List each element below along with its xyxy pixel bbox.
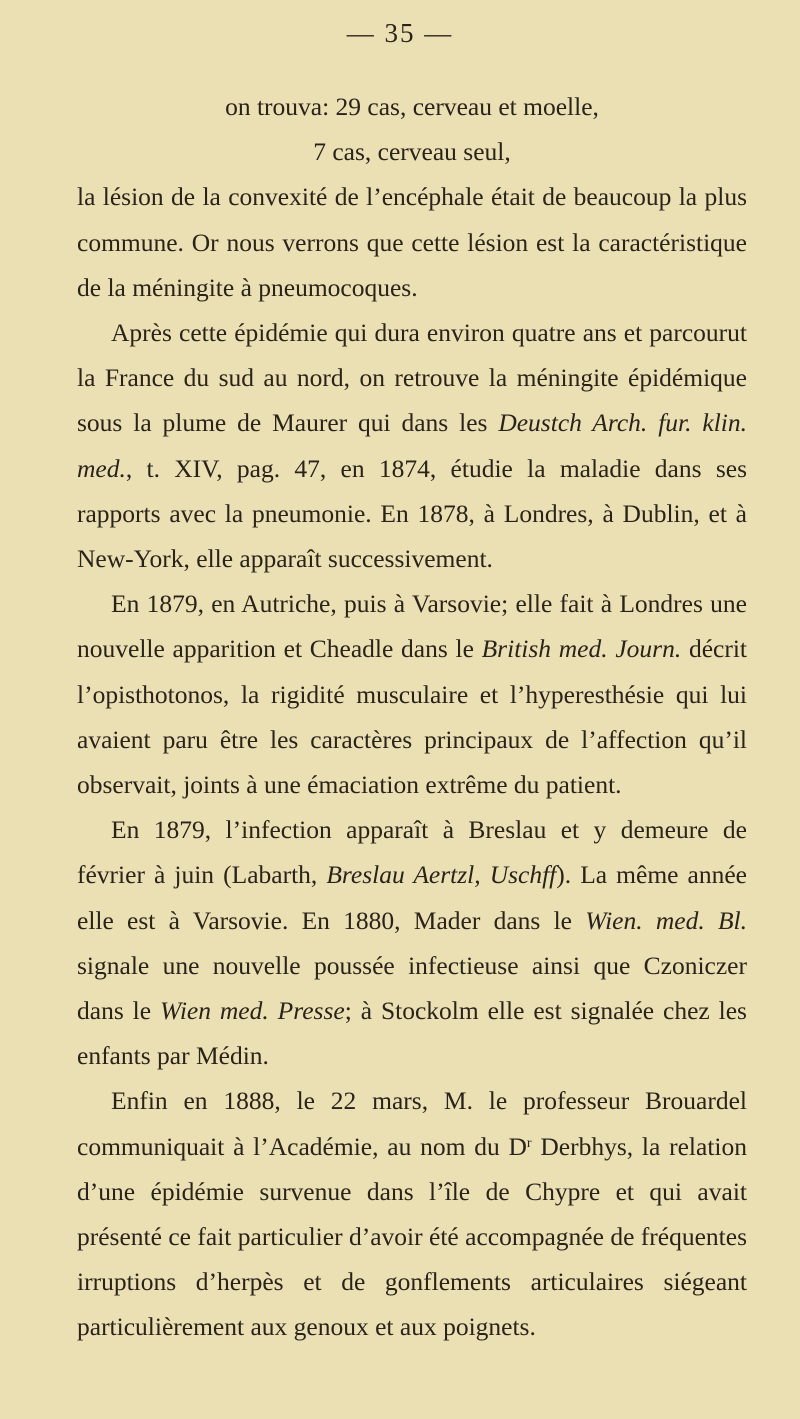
paragraph-5-text-a: Enfin en 1888, le 22 mars, M. le professeur Brouardel communiquait à l’Académie, au nom du D — [77, 1086, 747, 1161]
paragraph-2-text-b: , t. XIV, pag. 47, en 1874, étudie la maladie dans ses rapports avec la pneumonie. En 1878, à Londres, à Dublin, et à New-York, elle apparaît successivement. — [77, 453, 747, 574]
paragraph-2 — [77, 310, 747, 581]
opening-line-2: 7 cas, cerveau seul, — [313, 137, 511, 167]
opening-line-1: on trouva: 29 cas, cerveau et moelle, — [225, 92, 599, 121]
paragraph-4-text-b: ). La même année elle est à Varsovie. En 1880, Mader dans le — [77, 860, 747, 935]
superscript: r — [526, 1135, 532, 1151]
journal-title: Wien. med. Bl. — [585, 905, 747, 935]
paragraph-4 — [77, 807, 747, 1078]
paragraph-3-text-a: En 1879, en Autriche, puis à Varsovie; elle fait à Londres une nouvelle apparition et Cheadle dans le — [77, 589, 747, 664]
paragraph-4-text-a: En 1879, l’infection apparaît à Breslau et y demeure de février à juin (Labarth, — [77, 815, 747, 890]
paragraph-4-text-c: signale une nouvelle poussée infectieuse ainsi que Czoniczer dans le — [77, 950, 747, 1026]
journal-title: Deustch Arch. fur. klin. med. — [77, 408, 747, 483]
paragraph-2-text-a: Après cette épidémie qui dura environ quatre ans et parcourut la France du sud au nord, on retrouve la méningite épidémique sous la plume de Maurer qui dans les — [77, 318, 747, 438]
journal-title: Wien med. Presse — [159, 996, 345, 1026]
journal-title: Breslau Aertzl, Uschff — [326, 860, 557, 890]
paragraph-5-text-b: Derbhys, la relation d’une épidémie survenue dans l’île de Chypre et qui avait présenté ce fait particulier d’avoir été accompagnée de fréquentes irruptions d’herpès et de gonflements articulaires siégeant particulièrement aux genoux et aux poignets. — [77, 1131, 747, 1342]
journal-title: British med. Journ. — [481, 634, 682, 664]
opening-lines — [77, 84, 747, 174]
page-number: — 35 — — [346, 18, 454, 48]
paragraph-3-text-b: décrit l’opisthotonos, la rigidité musculaire et l’hyperesthésie qui lui avaient paru être les caractères principaux de l’affection qu’il observait, joints à une émaciation extrême du patient. — [77, 634, 747, 800]
paragraph-5 — [77, 1078, 747, 1349]
paragraph-3 — [77, 581, 747, 807]
paragraph-1: la lésion de la convexité de l’encéphale était de beaucoup la plus commune. Or nous verrons que cette lésion est la caractéristique de la méningite à pneumocoques. — [77, 182, 747, 302]
paragraph-4-text-d: ; à Stockolm elle est signalée chez les enfants par Médin. — [77, 996, 747, 1071]
body-text — [77, 84, 747, 1350]
